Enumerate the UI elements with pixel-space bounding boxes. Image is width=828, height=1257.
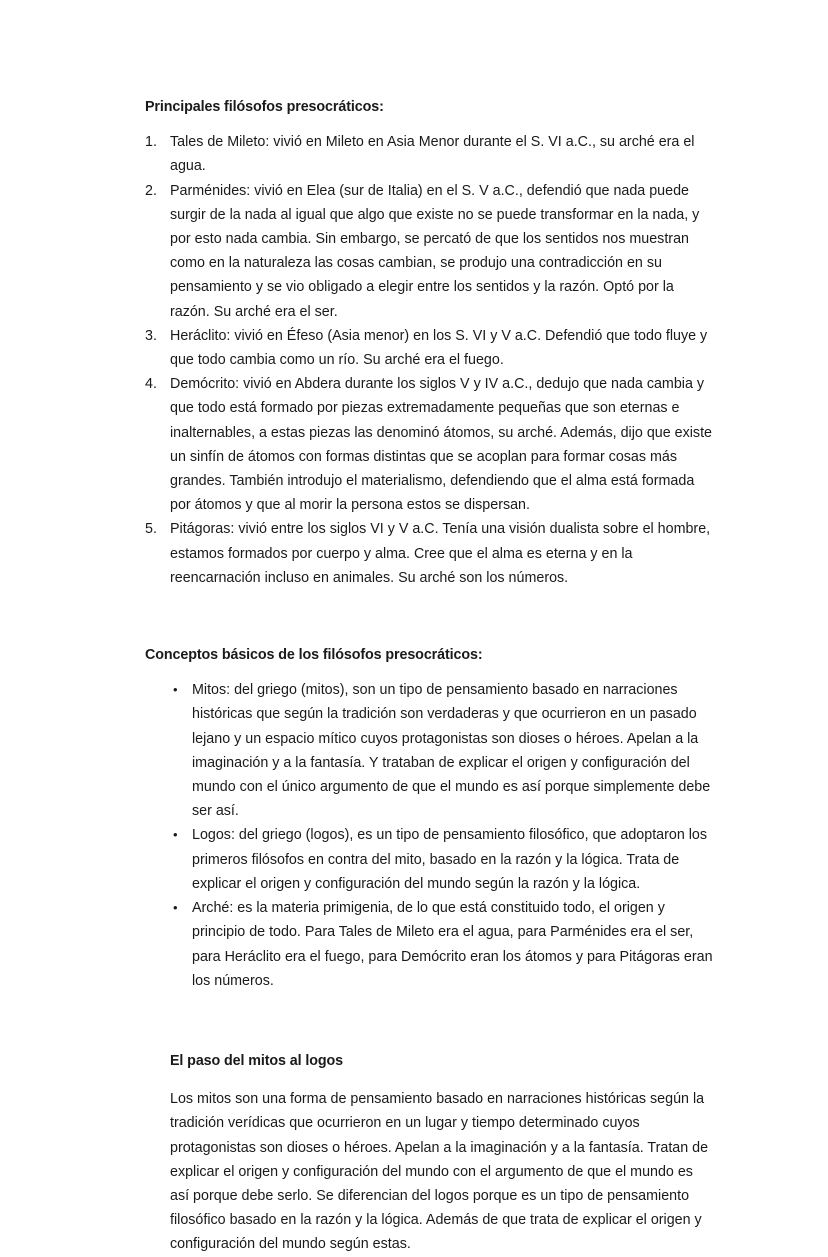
list-item: • Logos: del griego (logos), es un tipo de pensamiento filosófico, que adoptaron los primeros filósofos en contra del mito, basado en la razón y la lógica. Trata de explicar el origen y configuración del mundo según la razón y la lógica. xyxy=(145,823,715,896)
list-item: Demócrito: vivió en Abdera durante los siglos V y IV a.C., dedujo que nada cambia y que todo está formado por piezas extremadamente pequeñas que son eternas e inalternables, a estas piezas las denominó átomos, su arché. Además, dijo que existe un sinfín de átomos con formas distintas que se acoplan para formar cosas más grandes. También introdujo el materialismo, defendiendo que el alma está formada por átomos y que al morir la persona estos se dispersan. xyxy=(170,376,713,514)
subsection-paso-mitos-logos xyxy=(145,1049,715,1257)
section-heading-conceptos-basicos: Conceptos básicos de los filósofos presocráticos: xyxy=(145,647,483,664)
list-item: Heráclito: vivió en Éfeso (Asia menor) en los S. VI y V a.C. Defendió que todo fluye y que todo cambia como un río. Su arché era el fuego. xyxy=(170,327,708,369)
subsection-body-paragraph: Los mitos son una forma de pensamiento basado en narraciones históricas según la tradición verídicas que ocurrieron en un lugar y tiempo determinado cuyos protagonistas son dioses o héroes. Apelan a la imaginación y a la fantasía. Tratan de explicar el origen y configuración del mundo con el argumento de que el mundo es así porque debe serlo. Se diferencian del logos porque es un tipo de pensamiento filosófico basado en la razón y la lógica. Además de que trata de explicar el origen y configuración del mundo según estas. xyxy=(170,1091,709,1253)
subsection-heading: El paso del mitos al logos xyxy=(170,1052,343,1069)
list-item: Parménides: vivió en Elea (sur de Italia) en el S. V a.C., defendió que nada puede surgir de la nada al igual que algo que existe no se puede transformar en la nada, y por esto nada cambia. Sin embargo, se percató de que los sentidos nos muestran como en la naturaleza las cosas cambian, se produjo una contradicción en su pensamiento y se vio obligado a elegir entre los sentidos y la razón. Optó por la razón. Su arché era el ser. xyxy=(170,182,700,320)
list-item: Pitágoras: vivió entre los siglos VI y V a.C. Tenía una visión dualista sobre el hombre, estamos formados por cuerpo y alma. Cree que el alma es eterna y en la reencarnación incluso en animales. Su arché son los números. xyxy=(170,521,711,586)
section-heading-principales-filosofos: Principales filósofos presocráticos: xyxy=(145,99,384,115)
concepts-bullet-list xyxy=(145,678,715,993)
list-item: • Arché: es la materia primigenia, de lo que está constituido todo, el origen y principio de todo. Para Tales de Mileto era el agua, para Parménides era el ser, para Heráclito era el fuego, para Demócrito eran los átomos y para Pitágoras eran los números. xyxy=(145,896,715,993)
philosophers-numbered-list xyxy=(145,130,715,590)
list-item: • Mitos: del griego (mitos), son un tipo de pensamiento basado en narraciones históricas que según la tradición son verdaderas y que ocurrieron en un pasado lejano y un espacio mítico cuyos protagonistas son dioses o héroes. Apelan a la imaginación y a la fantasía. Y trataban de explicar el origen y configuración del mundo con el único argumento de que el mundo es así porque simplemente debe ser así. xyxy=(145,678,715,823)
document-body xyxy=(145,95,715,1257)
list-item: Tales de Mileto: vivió en Mileto en Asia Menor durante el S. VI a.C., su arché era el agua. xyxy=(170,134,695,175)
